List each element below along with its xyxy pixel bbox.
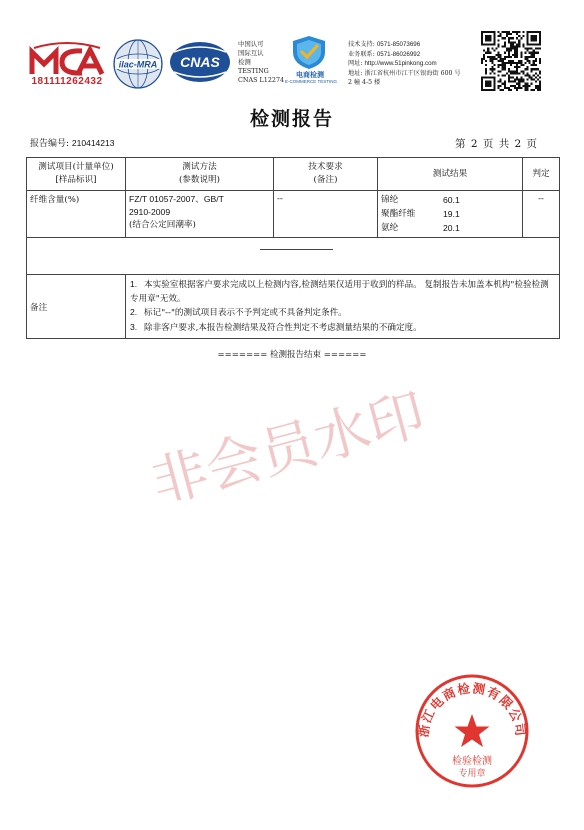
remark-item: 2. 标记"--"的测试项目表示不予判定或不具备判定条件。 bbox=[130, 307, 347, 318]
table-header-row bbox=[27, 158, 560, 191]
report-end-marker: ======= 检测报告结束 ====== bbox=[217, 350, 367, 360]
header-result: 测试结果 bbox=[378, 158, 523, 191]
seal-purpose-line1: 检验检测 bbox=[452, 756, 492, 767]
result-item: 氨纶 20.1 bbox=[381, 223, 460, 233]
seal-purpose-line2: 专用章 bbox=[458, 769, 486, 779]
watermark-text: 非会员水印 bbox=[144, 390, 432, 500]
ilac-mra-text: ilac-MRA bbox=[118, 59, 158, 70]
header-judge: 判定 bbox=[523, 158, 560, 191]
report-number: 报告编号: 210414213 bbox=[30, 138, 115, 149]
remarks-label: 备注 bbox=[27, 275, 126, 339]
cell-method: FZ/T 01057-2007、GB/T 2910-2009 (结合公定回潮率) bbox=[126, 191, 274, 238]
ilac-mra-logo bbox=[112, 38, 164, 90]
page-title: 检测报告 bbox=[249, 108, 334, 130]
cma-number: 181111262432 bbox=[31, 76, 103, 87]
accreditation-text: 中国认可 国际互认 检测 TESTING CNAS L12274 bbox=[238, 40, 285, 84]
page-indicator: 第 2 页 共 2 页 bbox=[455, 138, 538, 150]
cell-judge: -- bbox=[523, 191, 560, 238]
table-row bbox=[27, 191, 560, 238]
ecommerce-testing-cn: 电商检测 bbox=[296, 72, 324, 79]
result-item: 聚酯纤维 19.1 bbox=[381, 209, 460, 219]
result-item: 锦纶 60.1 bbox=[381, 195, 460, 205]
official-seal bbox=[413, 672, 531, 790]
svg-text:浙江电商检测有限公司: 浙江电商检测有限公司 bbox=[415, 680, 529, 739]
header-requirement: 技术要求 (备注) bbox=[274, 158, 378, 191]
qr-code-icon bbox=[481, 31, 541, 91]
contact-info: 技术支持: 0571-85073696 业务联系: 0571-86026992 网址: http://www.51pinkong.com 地址: 浙江省杭州市江干区银海街 600 号 2 幢 4-5 楼 bbox=[348, 41, 461, 87]
website-link[interactable]: http://www.51pinkong.com bbox=[364, 60, 437, 68]
cnas-logo bbox=[168, 40, 232, 84]
remarks-row bbox=[27, 275, 560, 339]
remark-item: 1. 本实验室根据客户要求完成以上检测内容,检测结果仅适用于收到的样品。 复制报告未加盖本机构"检验检测专用章"无效。 bbox=[130, 279, 549, 304]
star-icon bbox=[455, 714, 490, 747]
cell-item: 纤维含量(%) bbox=[27, 191, 126, 238]
results-table bbox=[26, 157, 560, 339]
separator-row bbox=[27, 238, 560, 275]
cma-logo bbox=[26, 40, 108, 92]
separator-line bbox=[260, 249, 333, 250]
cell-requirement: -- bbox=[274, 191, 378, 238]
header-method: 测试方法 (参数说明) bbox=[126, 158, 274, 191]
cell-results bbox=[378, 191, 523, 238]
watermark bbox=[122, 390, 452, 500]
cnas-text: CNAS bbox=[180, 54, 220, 70]
remark-item: 3. 除非客户要求,本报告检测结果及符合性判定不考虑测量结果的不确定度。 bbox=[130, 321, 422, 333]
header-item: 测试项目(计量单位) [样品标识] bbox=[27, 158, 126, 191]
remarks-content bbox=[126, 275, 560, 339]
ecommerce-testing-en: E-COMMERCE TESTING bbox=[285, 79, 337, 84]
